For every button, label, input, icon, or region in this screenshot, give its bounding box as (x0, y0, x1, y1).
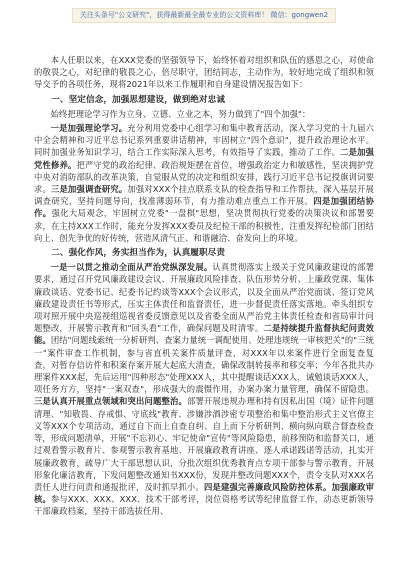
point-9-text: 参与XXX、XXX、XXX、技术干部考评，岗位资格考试等纪律监督工作，动态更新领导干部廉政档案，坚持干部选拔任用、 (34, 494, 374, 517)
banner-text: 关注头条号"公文研究"，获得最新最全最专业的公文资料库！ 微信：gongwen2 (79, 11, 329, 19)
point-8-title: 四是建强完善廉政风险防控体系。 (204, 481, 332, 492)
point-6-text: 团结"问题线索统一分析研判、查案力量统一调配使用、处理违规统一审核把关"的"三统一"案件审查工作机制，参与省直机关案件质量评查，对XXX年以来案件进行全面复查复查，对暂存信访件和积案存案开展大起底大清查，确保改制转接率和移交率；今年各批共办理案件XXX起，先后运用"四种形态"处理XXX人，其中提醒谈话XXX人，诫勉谈话XXX人，项任务方方，坚持"一案双查"，形成强大的震慑作用，办案办案力量管理，确保不留隐患。 (34, 335, 375, 395)
section-2-heading: 二、强化作风，务实担当作为，认真履职尽责 (51, 248, 226, 259)
point-2-title: 二是加强党性修养。 (34, 147, 374, 170)
point-6-title: 二是持续提升监督执纪问责效能。 (34, 323, 374, 346)
point-4-text: 强化大局观念，牢固树立党委"一盘棋"思想，坚决贯彻执行党委的决策决议和部署要求，在主持XXX工作时，能充分发挥XXX委员及纪检干部的积极性，注重发挥纪检部门团结向上、创先争优的好传统，营造风清气正、和谐融洽、奋发向上的环境。 (34, 208, 374, 243)
section-2-paragraph-1 (34, 261, 374, 517)
point-2-text: 把严守党的政治纪律、政治规矩摆在首位，增强政治定力和敏感性，坚决拥护党中央对消防部队的改革决策，自觉服从党的决定和组织安排，践行习近平总书记授旗训词要求。 (34, 159, 374, 195)
point-5-title: 一是一以贯之推动全面从严治党纵深发展。 (50, 262, 213, 273)
point-3-title: 三是加强调查研究。 (50, 184, 128, 195)
point-9-title: 加强廉政审核。 (34, 481, 374, 505)
section-1-paragraph-1: 始终把理论学习作为立身、立德、立业之本，努力做到了"四个加强"： (50, 108, 311, 119)
point-1-text: 充分利用党委中心组学习和集中教育活动，深入学习党的十九届六中全会精神和习近平总书记系列重要讲话精神，牢固树立"四个意识"，提升政治理论水平。同时加强业务知识学习，结合工作实际深入思考，有效指导了实践，推动了工作。 (34, 123, 374, 158)
point-7-title: 三是认真开展重点领域和突出问题整治。 (34, 396, 188, 407)
point-1-title: 一是加强理论学习。 (50, 123, 128, 134)
intro-paragraph: 本人任职以来，在XXX党委的坚强领导下，始终怀着对组织和队伍的感恩之心，对使命的敬畏之心，对纪律的敬畏之心，倍尽职守，团结同志，主动作为，较好地完成了组织和领导交予的各项任务，现将2021年以来工作履职和自身建设情况报告如下： (34, 55, 374, 90)
section-1-paragraph-2 (34, 122, 374, 244)
source-banner (72, 8, 336, 23)
point-4-title: 四是加强团结协作。 (34, 196, 375, 219)
point-7-text: 部署开展违规办理和持有因私出国（境）证件问题清理、"知敬畏、存戒惧、守底线"教育、涉嫌涉酒涉密专项整治和集中整治形式主义官僚主义等XXX个专项活动，通过自下而上自查自纠、自上而下分析研判、横向纵向联合督查检查等，形成问题清单，开展"不忘初心、牢记使命"宣传"等风险隐患，前移预防和监督关口，通过观看警示教育片、参观警示教育基地、开展廉政教育讲座、逐人承诺践诺等活动，扎实开展廉政教育，疏导广大干部思想认识，分批次组织优秀教育点专项干部参与警示教育，开展形象化廉洁教育，下发问题整改通知书XXX份，发现并整改问题XXX个，责令支队对XXX名责任人进行问责和通报批评，及时抓早抓小。 (34, 396, 374, 492)
section-1-heading: 一、坚定信念，加强思想建设，做到绝对忠诚 (51, 94, 226, 105)
point-5-text: 认真贯彻落实上级关于党风廉政建设的部署要求，通过召开党风廉政建设会议、开展廉政风险排查、队伍形势分析、上廉政党课、集体廉政谈话、党委书记、纪委书记约谈等XXX个会议形式，以及全面从严治党面谈、签订党风廉政建设责任书等形式，压实主体责任和监督责任，进一步督促责任落实落地。牵头组织专项对照开展中央巡视组巡视省委反馈意见以及省委全面从严治党主体责任检查和省局审计问题整改，开展警示教育和"回头看"工作，确保问题及时清零。 (34, 262, 374, 334)
point-3-text: 加强对XXX个挂点联系支队的检查指导和工作帮扶，深入基层开展调查研究，坚持问题导向，找准薄弱环节，有力推动难点重点工作开展。 (34, 184, 374, 207)
